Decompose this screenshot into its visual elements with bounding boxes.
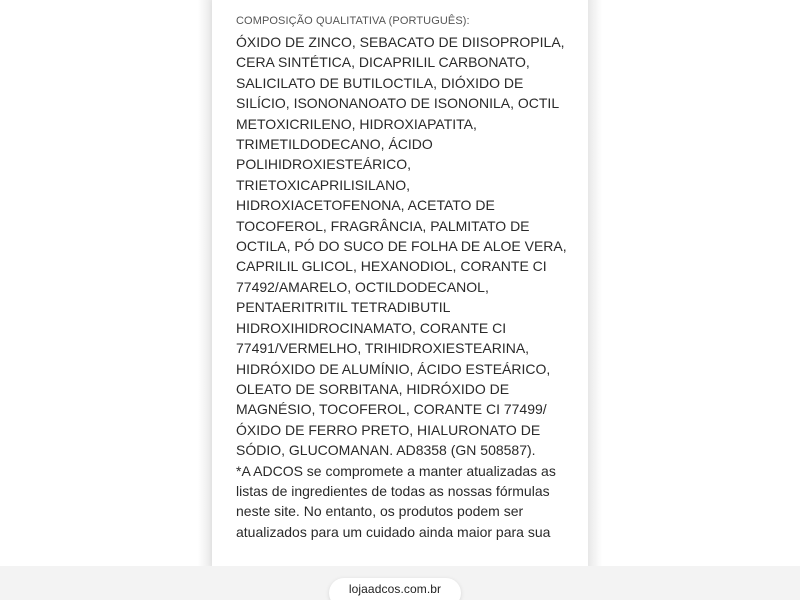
content-panel[interactable] — [212, 0, 588, 566]
product-composition — [236, 14, 576, 542]
left-edge-shadow — [198, 0, 212, 566]
address-bar-url: lojaadcos.com.br — [348, 582, 442, 596]
ingredients-list: ÓXIDO DE ZINCO, SEBACATO DE DIISOPROPILA, CERA SINTÉTICA, DICAPRILIL CARBONATO, SALICILATO DE BUTILOCTILA, DIÓXIDO DE SILÍCIO, ISONONANOATO DE ISONONILA, OCTIL METOXICRILENO, HIDROXIAPATITA, TRIMETILDODECANO, ÁCIDO POLIHIDROXIESTEÁRICO, TRIETOXICAPRILISILANO, HIDROXIACETOFENONA, ACETATO DE TOCOFEROL, FRAGRÂNCIA, PALMITATO DE OCTILA, PÓ DO SUCO DE FOLHA DE ALOE VERA, CAPRILIL GLICOL, HEXANODIOL, CORANTE CI 77492/AMARELO, OCTILDODECANOL, PENTAERITRITIL TETRADIBUTIL HIDROXIHIDROCINAMATO, CORANTE CI 77491/VERMELHO, TRIHIDROXIESTEARINA, HIDRÓXIDO DE ALUMÍNIO, ÁCIDO ESTEÁRICO, OLEATO DE SORBITANA, HIDRÓXIDO DE MAGNÉSIO, TOCOFEROL, CORANTE CI 77499/ÓXIDO DE FERRO PRETO, HIALURONATO DE SÓDIO, GLUCOMANAN. AD8358 (GN 508587). — [236, 34, 567, 459]
disclaimer-text: *A ADCOS se compromete a manter atualizadas as listas de ingredientes de todas as nossas fórmulas neste site. No entanto, os produtos podem ser atualizados para um cuidado ainda maior para sua — [236, 462, 556, 540]
address-bar[interactable] — [329, 578, 461, 600]
right-edge-shadow — [588, 0, 602, 566]
composition-heading: COMPOSIÇÃO QUALITATIVA (PORTUGUÊS): — [236, 15, 470, 27]
